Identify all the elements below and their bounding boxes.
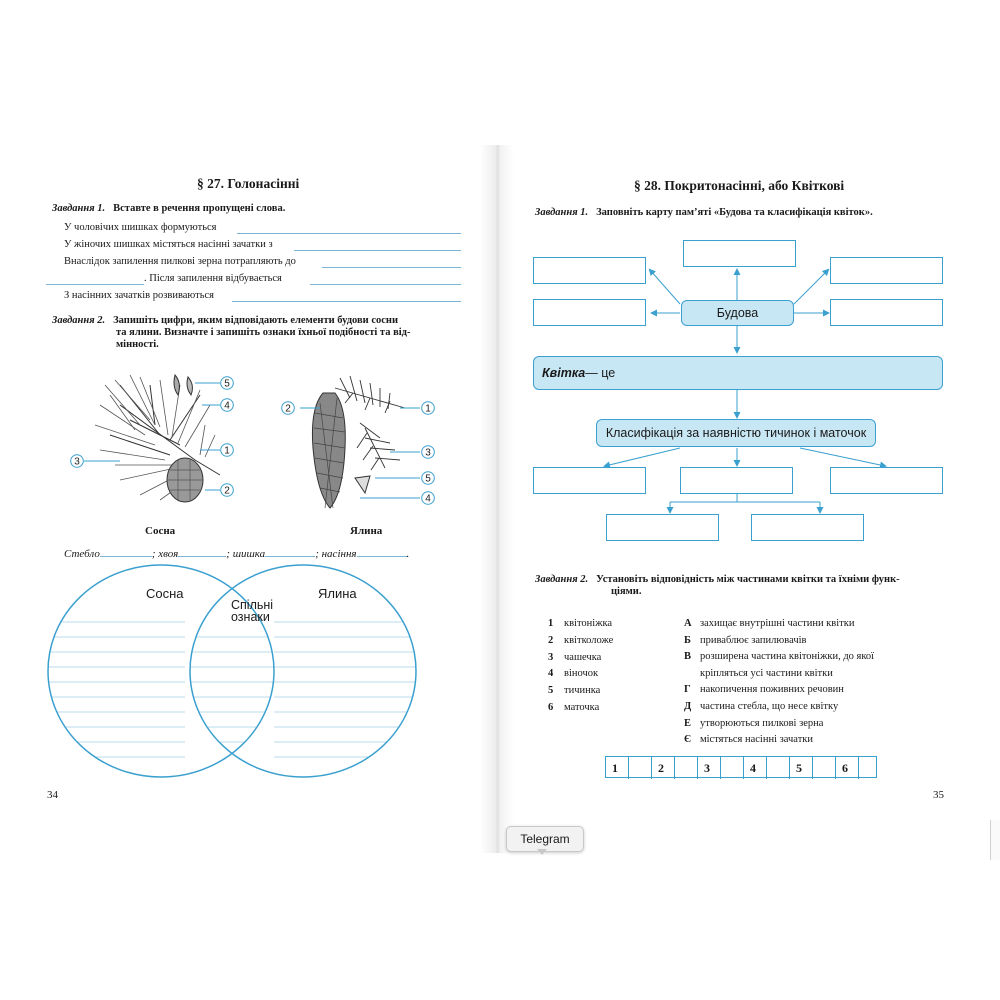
flower-definition-bar[interactable] [533, 356, 943, 390]
mindmap-box-mid-left[interactable] [533, 299, 646, 326]
answer-blank[interactable] [265, 556, 315, 557]
mindmap-box-bottom-right[interactable] [830, 467, 943, 494]
list-item: Е утворюються пилкові зерна [684, 717, 824, 729]
answer-table [605, 756, 877, 778]
pine-callout-5 [220, 376, 234, 395]
answer-line[interactable] [46, 284, 144, 285]
list-item: 6 маточка [548, 701, 600, 713]
list-item: Д частина стебла, що несе квітку [684, 700, 839, 712]
answer-blank[interactable] [178, 556, 226, 557]
answer-line[interactable] [232, 301, 461, 302]
right-task2-header [535, 574, 900, 585]
left-task1-sentence-2: У жіночих шишках містяться насінні зачатки з [64, 239, 273, 250]
venn-diagram [45, 562, 465, 784]
right-page-number: 35 [933, 789, 944, 801]
mindmap-box-lower-right[interactable] [751, 514, 864, 541]
right-task2-instruction-1: Установіть відповідність між частинами квітки та їхніми функ- [596, 574, 900, 585]
mindmap-box-upper-right[interactable] [830, 257, 943, 284]
spruce-callout-1 [421, 401, 435, 420]
spruce-callout-lines [280, 395, 430, 510]
left-task2-instruction-3: мінності. [116, 339, 159, 350]
answer-blank[interactable] [357, 556, 407, 557]
svg-text:3: 3 [74, 456, 80, 468]
mindmap-box-top[interactable] [683, 240, 796, 267]
answer-table-number: 5 [790, 757, 813, 779]
mindmap-box-upper-left[interactable] [533, 257, 646, 284]
venn-left-label: Сосна [146, 586, 184, 601]
left-task1-sentence-4: . Після запилення відбувається [144, 273, 282, 284]
answer-blank[interactable] [100, 556, 152, 557]
list-item: 1 квітоніжка [548, 618, 613, 629]
book-gutter [480, 145, 514, 853]
list-item: 2 квітколоже [548, 634, 614, 646]
pine-callout-4 [220, 398, 234, 417]
list-item: А захищає внутрішні частини квітки [684, 618, 855, 629]
answer-line[interactable] [237, 233, 461, 234]
left-task2-instruction-1: Запишіть цифри, яким відповідають елементи будови сосни [113, 315, 399, 326]
answer-table-number: 3 [698, 757, 721, 779]
answer-line[interactable] [294, 250, 461, 251]
pine-callout-3 [70, 454, 84, 473]
right-task1-header [535, 207, 873, 218]
answer-cell[interactable] [721, 757, 744, 779]
right-task1-label: Завдання 1. [535, 207, 589, 218]
svg-text:2: 2 [285, 403, 291, 415]
pine-callout-2 [220, 483, 234, 502]
functions-list [684, 613, 874, 746]
right-page-title: § 28. Покритонасінні, або Квіткові [634, 178, 845, 193]
telegram-tooltip: Telegram [506, 826, 584, 852]
svg-text:2: 2 [224, 485, 230, 497]
fill-needle-label: ; хвоя [151, 548, 179, 560]
spruce-callout-4 [421, 491, 435, 510]
answer-table-number: 1 [606, 757, 629, 779]
svg-text:4: 4 [425, 493, 431, 505]
left-task1-header [52, 203, 285, 214]
mindmap-box-lower-left[interactable] [606, 514, 719, 541]
venn-middle-label-2: ознаки [231, 610, 270, 624]
svg-text:5: 5 [224, 378, 230, 390]
tooltip-arrow [537, 849, 547, 855]
answer-cell[interactable] [767, 757, 790, 779]
fill-end: . [406, 548, 410, 560]
mindmap-box-mid-right[interactable] [830, 299, 943, 326]
svg-text:5: 5 [425, 473, 431, 485]
structure-node: Будова [681, 300, 794, 326]
answer-line[interactable] [310, 284, 461, 285]
fill-line [64, 548, 409, 560]
spruce-callout-3 [421, 445, 435, 464]
answer-table-number: 2 [652, 757, 675, 779]
right-task2-instruction-2: ціями. [611, 586, 642, 597]
left-page-number: 34 [47, 789, 58, 801]
list-item: Б приваблює запилювачів [684, 634, 807, 646]
pine-caption: Сосна [145, 525, 176, 537]
svg-text:4: 4 [224, 400, 230, 412]
left-task1-label: Завдання 1. [52, 203, 106, 214]
right-task2-label: Завдання 2. [535, 574, 589, 585]
list-item: Є містяться насінні зачатки [684, 734, 813, 746]
fill-cone-label: ; шишка [226, 548, 266, 560]
venn-middle-label-1: Спільні [231, 598, 274, 612]
left-task1-sentence-3: Внаслідок запилення пилкові зерна потрапляють до [64, 256, 296, 267]
answer-cell[interactable] [813, 757, 836, 779]
list-item: В розширена частина квітоніжки, до якої [684, 651, 875, 663]
list-item: 4 віночок [548, 668, 599, 680]
spruce-callout-5 [421, 471, 435, 490]
parts-list [548, 613, 613, 714]
left-page-title: § 27. Голонасінні [197, 176, 300, 191]
right-task1-instruction: Заповніть карту пам’яті «Будова та класифікація квіток». [596, 207, 873, 218]
classification-node: Класифікація за наявністю тичинок і маточок [596, 419, 876, 447]
list-item: 5 тичинка [548, 685, 601, 697]
list-item: Г накопичення поживних речовин [684, 684, 844, 696]
flower-term: Квітка [542, 366, 586, 380]
left-task2-instruction-2: та ялини. Визначте і запишіть ознаки їхньої подібності та від- [116, 327, 411, 338]
fill-stem-label: Стебло [64, 548, 100, 560]
answer-cell[interactable] [675, 757, 698, 779]
answer-cell[interactable] [629, 757, 652, 779]
spruce-caption: Ялина [350, 525, 383, 537]
svg-text:1: 1 [425, 403, 431, 415]
flower-definition-rest: — це [585, 366, 616, 380]
fill-seed-label: ; насіння [315, 548, 357, 560]
list-item: 3 чашечка [548, 651, 602, 663]
answer-table-number: 6 [836, 757, 859, 779]
left-task2-label: Завдання 2. [52, 315, 106, 326]
venn-right-label: Ялина [318, 586, 357, 601]
mindmap-box-bottom-center[interactable] [680, 467, 793, 494]
svg-text:3: 3 [425, 447, 431, 459]
spruce-callout-2 [281, 401, 295, 420]
answer-line[interactable] [322, 267, 461, 268]
answer-cell[interactable] [859, 757, 876, 779]
mindmap-box-bottom-left[interactable] [533, 467, 646, 494]
svg-text:1: 1 [224, 445, 230, 457]
left-task1-instruction: Вставте в речення пропущені слова. [113, 203, 286, 214]
window-edge [990, 820, 1000, 860]
answer-table-number: 4 [744, 757, 767, 779]
left-task1-sentence-5: З насінних зачатків розвиваються [64, 290, 214, 301]
pine-callout-1 [220, 443, 234, 462]
left-task2-header [52, 315, 398, 326]
list-item: кріпляться усі частини квітки [700, 667, 833, 679]
left-task1-sentence-1: У чоловічих шишках формуються [64, 222, 217, 233]
